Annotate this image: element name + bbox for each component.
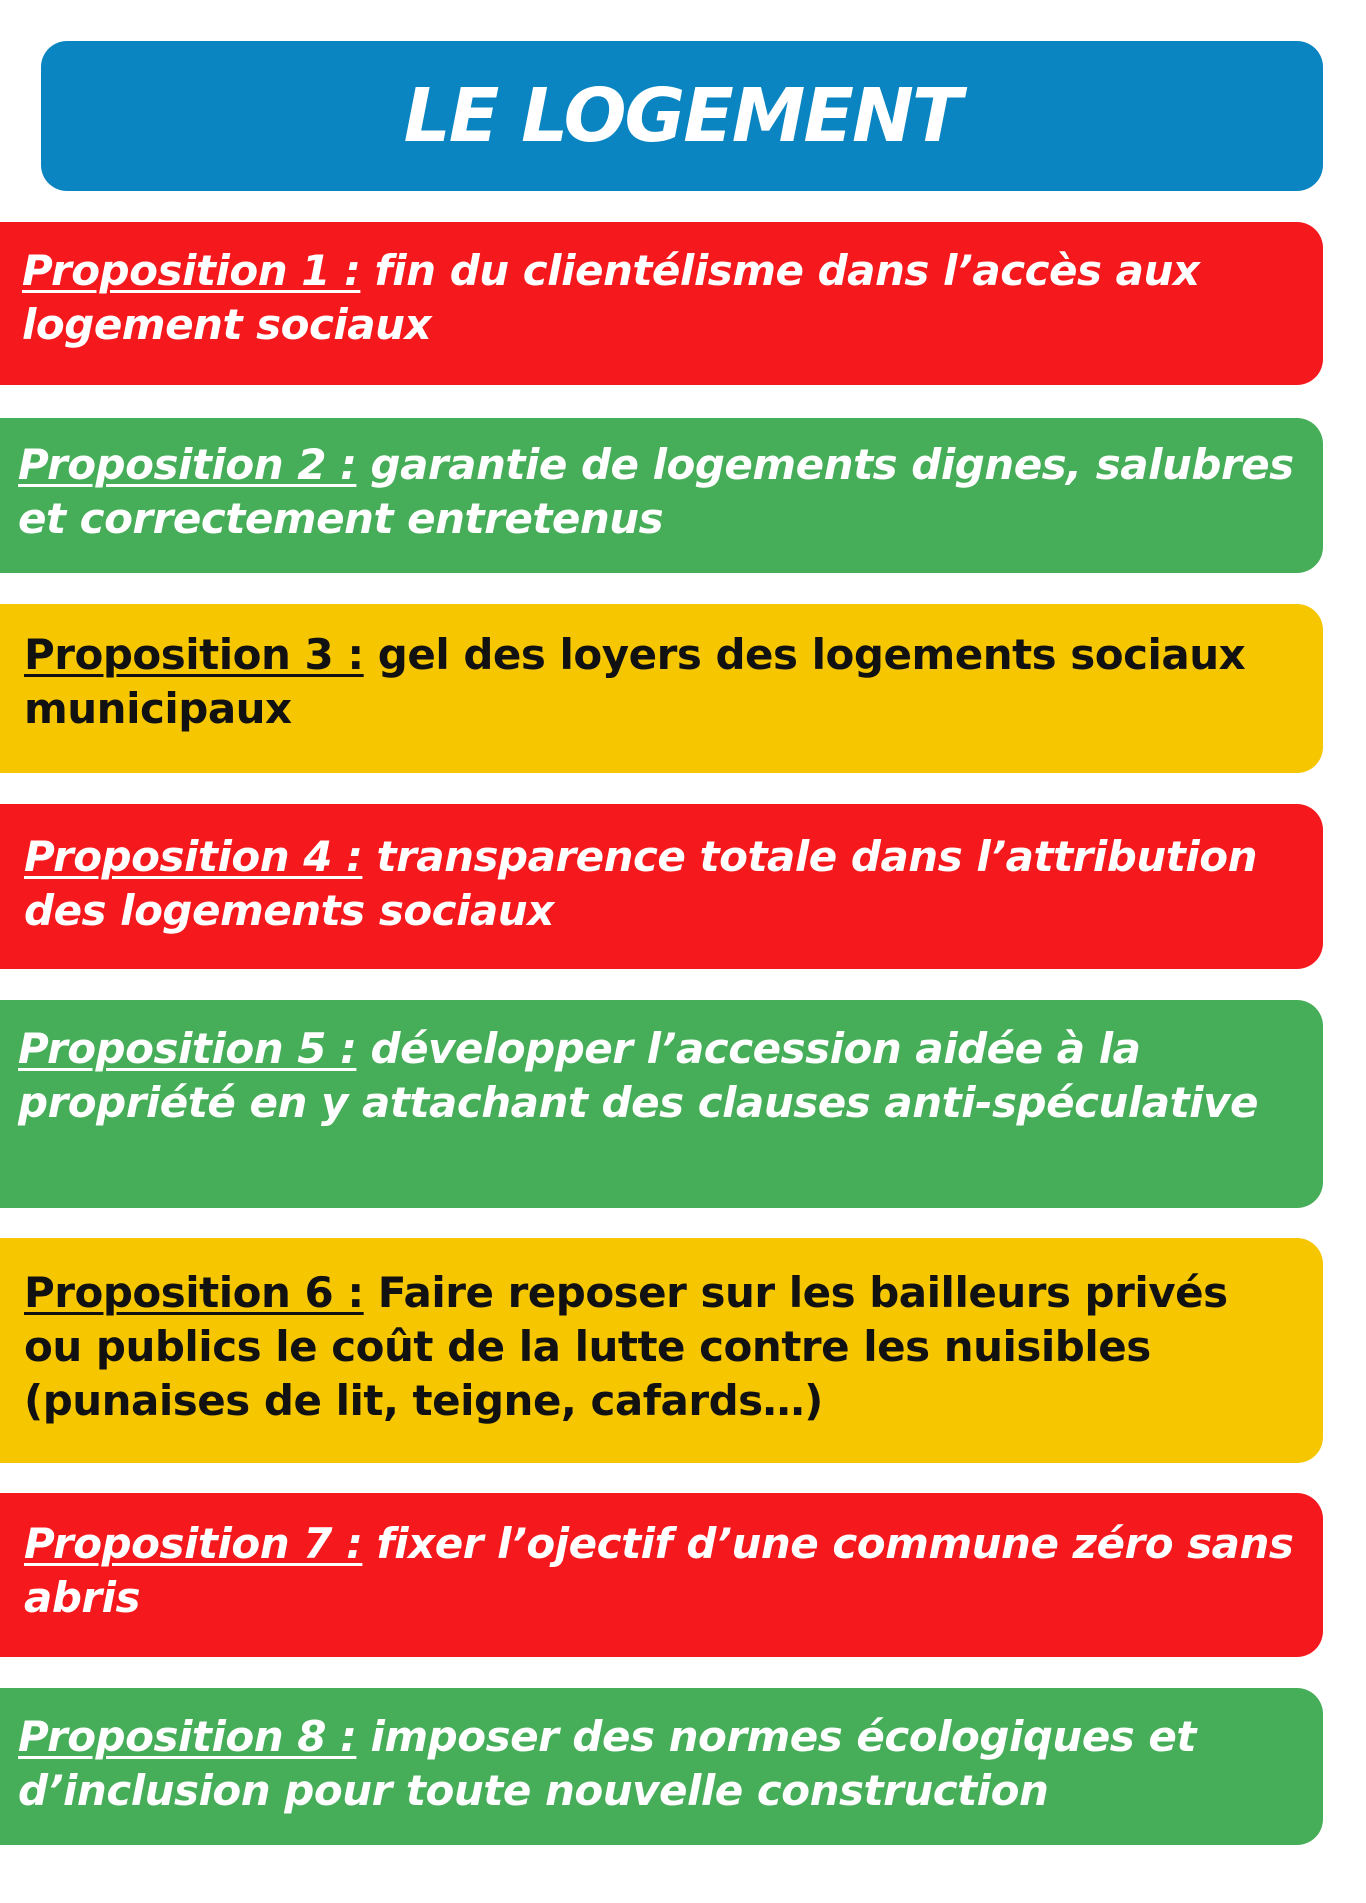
- proposition-text: transparence totale dans l’attribution des logements sociaux: [24, 832, 1257, 935]
- proposition-text: imposer des normes écologiques et d’inclusion pour toute nouvelle construction: [18, 1712, 1196, 1815]
- proposition-label: Proposition 1 :: [22, 246, 361, 295]
- proposition-card-1: [0, 222, 1323, 385]
- proposition-card-3: [0, 604, 1323, 773]
- proposition-label: Proposition 6 :: [24, 1268, 364, 1317]
- proposition-text: garantie de logements dignes, salubres et correctement entretenus: [18, 440, 1294, 543]
- proposition-card-8: [0, 1688, 1323, 1845]
- proposition-label: Proposition 4 :: [24, 832, 363, 881]
- proposition-card-5: [0, 1000, 1323, 1208]
- proposition-label: Proposition 2 :: [18, 440, 357, 489]
- proposition-text: gel des loyers des logements sociaux municipaux: [24, 630, 1246, 733]
- proposition-text: Faire reposer sur les bailleurs privés ou publics le coût de la lutte contre les nuisibles (punaises de lit, teigne, cafards…): [24, 1268, 1228, 1425]
- proposition-label: Proposition 8 :: [18, 1712, 357, 1761]
- proposition-card-2: [0, 418, 1323, 573]
- title-banner: [41, 41, 1323, 191]
- proposition-label: Proposition 3 :: [24, 630, 364, 679]
- page-title: LE LOGEMENT: [403, 73, 961, 159]
- proposition-text: développer l’accession aidée à la propriété en y attachant des clauses anti-spéculative: [18, 1024, 1258, 1127]
- proposition-card-7: [0, 1493, 1323, 1657]
- proposition-label: Proposition 7 :: [24, 1519, 363, 1568]
- proposition-text: fixer l’ojectif d’une commune zéro sans abris: [24, 1519, 1294, 1622]
- proposition-card-6: [0, 1238, 1323, 1463]
- proposition-text: fin du clientélisme dans l’accès aux logement sociaux: [22, 246, 1200, 349]
- proposition-card-4: [0, 804, 1323, 969]
- proposition-label: Proposition 5 :: [18, 1024, 357, 1073]
